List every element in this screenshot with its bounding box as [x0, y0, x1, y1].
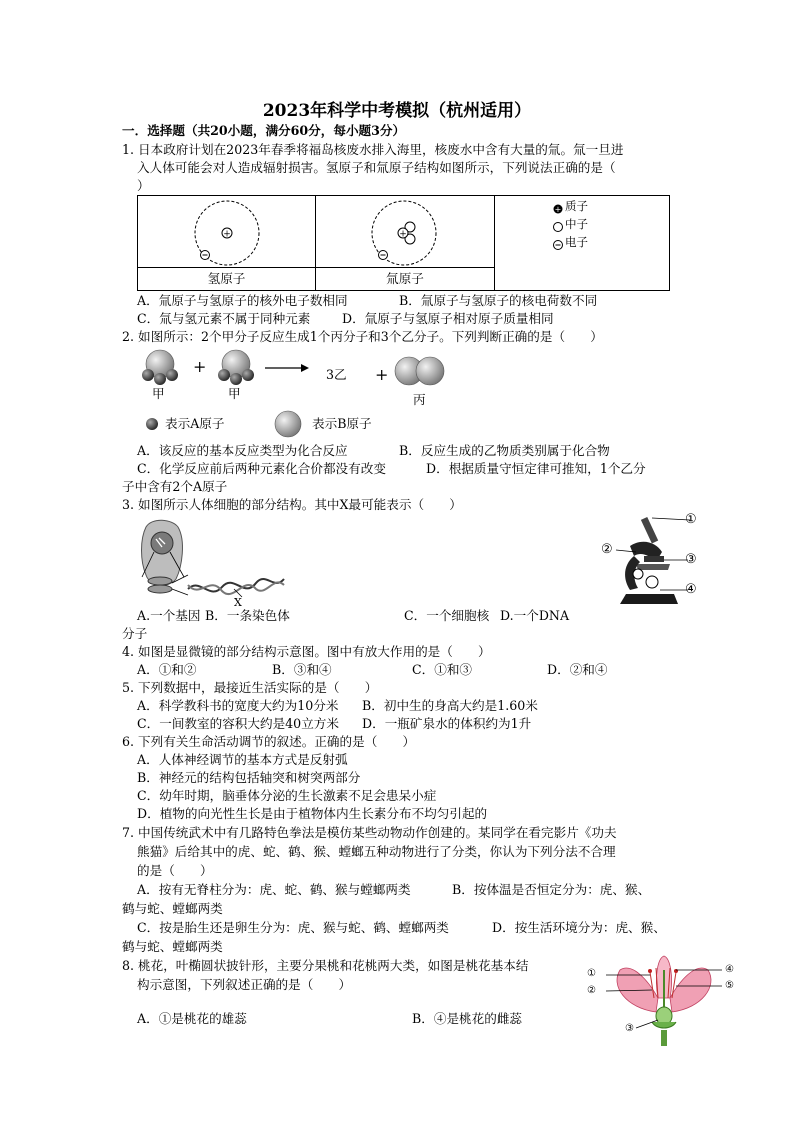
microscope-label-3: ③: [685, 552, 697, 567]
flower-label-2: ②: [587, 985, 596, 996]
q2-reaction-diagram: [138, 346, 458, 406]
q8-stem-line1: 8. 桃花，叶椭圆状披针形，主要分果桃和花桃两大类，如图是桃花基本结: [122, 958, 529, 973]
q3-x-label: X: [234, 596, 242, 609]
q7-option-b-cont: 鹤与蛇、螳螂两类: [122, 901, 223, 916]
tritium-label: 氚原子: [316, 267, 494, 290]
q7-option-a[interactable]: A．按有无脊柱分为：虎、蛇、鹤、猴与螳螂两类: [137, 882, 411, 897]
q6-option-a[interactable]: A．人体神经调节的基本方式是反射弧: [137, 752, 348, 767]
q7-option-d-cont: 鹤与蛇、螳螂两类: [122, 939, 223, 954]
q2-legend-b: 表示B原子: [312, 416, 372, 431]
q1-stem-line2: 入人体可能会对人造成辐射损害。氢原子和氚原子结构如图所示，下列说法正确的是（: [137, 160, 616, 175]
q1-option-c[interactable]: C．氚与氢元素不属于同种元素: [137, 311, 311, 326]
q8-stem-line2: 构示意图，下列叙述正确的是（ ）: [137, 977, 352, 992]
flower-label-3: ③: [625, 1023, 634, 1034]
q6-option-c[interactable]: C．幼年时期，脑垂体分泌的生长激素不足会患呆小症: [137, 788, 437, 803]
q3-option-b[interactable]: B．一条染色体: [205, 608, 290, 623]
q4-stem: 4. 如图是显微镜的部分结构示意图。图中有放大作用的是（ ）: [122, 644, 491, 659]
q2-jia-1: 甲: [152, 386, 165, 401]
page-title: 2023年科学中考模拟（杭州适用）: [262, 101, 532, 121]
q8-option-a[interactable]: A．①是桃花的雄蕊: [137, 1011, 247, 1026]
q2-bing: 丙: [413, 392, 426, 407]
q4-option-b[interactable]: B．③和④: [272, 662, 332, 677]
q3-cell-dna-diagram: [138, 517, 298, 609]
q6-option-d[interactable]: D．植物的向光性生长是由于植物体内生长素分布不均匀引起的: [137, 806, 488, 821]
q7-option-d[interactable]: D．按生活环境分为：虎、猴、: [492, 920, 666, 935]
section-heading: 一．选择题（共20小题，满分60分，每小题3分）: [122, 123, 406, 138]
legend-proton: 质子: [565, 199, 588, 213]
q2-stem: 2. 如图所示：2个甲分子反应生成1个丙分子和3个乙分子。下列判断正确的是（ ）: [122, 329, 603, 344]
q5-stem: 5. 下列数据中，最接近生活实际的是（ ）: [122, 680, 378, 695]
q2-option-d-cont: 子中含有2个A原子: [122, 479, 228, 494]
q7-option-b[interactable]: B．按体温是否恒定分为：虎、猴、: [452, 882, 651, 897]
q6-stem: 6. 下列有关生命活动调节的叙述。正确的是（ ）: [122, 734, 416, 749]
tritium-atom-diagram: [316, 196, 494, 268]
q1-stem-line1: 1. 日本政府计划在2023年春季将福岛核废水排入海里，核废水中含有大量的氚。氚一旦进: [122, 142, 624, 157]
q4-option-d[interactable]: D．②和④: [547, 662, 608, 677]
q5-option-d[interactable]: D．一瓶矿泉水的体积约为1升: [362, 716, 532, 731]
q5-option-c[interactable]: C．一间教室的容积大约是40立方米: [137, 716, 339, 731]
q7-option-c[interactable]: C．按是胎生还是卵生分为：虎、猴与蛇、鹤、螳螂两类: [137, 920, 449, 935]
legend-neutron: 中子: [565, 217, 588, 231]
flower-label-5: ⑤: [725, 980, 734, 991]
q1-stem-line3: ）: [137, 178, 150, 193]
q2-jia-2: 甲: [228, 386, 241, 401]
peach-flower-diagram: [596, 950, 736, 1050]
q8-option-b[interactable]: B．④是桃花的雌蕊: [412, 1011, 523, 1026]
q3-option-a[interactable]: A.一个基因: [137, 608, 201, 623]
svg-text:+: +: [554, 205, 562, 214]
q5-option-a[interactable]: A．科学教科书的宽度大约为10分米: [137, 698, 339, 713]
microscope-label-1: ①: [685, 512, 697, 527]
q1-option-d[interactable]: D．氚原子与氢原子相对原子质量相同: [342, 311, 554, 326]
microscope-label-2: ②: [601, 542, 613, 557]
q2-legend-a: 表示A原子: [165, 416, 225, 431]
q3-option-d[interactable]: D.一个DNA: [500, 608, 570, 623]
svg-text:+: +: [223, 229, 231, 240]
hydrogen-label: 氢原子: [138, 267, 315, 290]
flower-label-1: ①: [587, 968, 596, 979]
q2-product-yi: 3乙: [326, 367, 347, 382]
legend-symbols: [553, 202, 563, 262]
q2-plus-2: +: [375, 365, 389, 384]
legend-electron: 电子: [565, 235, 588, 249]
svg-text:+: +: [399, 229, 407, 240]
q7-stem-line1: 7. 中国传统武术中有几路特色拳法是模仿某些动物动作创建的。某同学在看完影片《功夫: [122, 825, 617, 840]
q7-stem-line3: 的是（ ）: [137, 863, 213, 878]
hydrogen-atom-diagram: [138, 196, 315, 268]
q1-atom-table: [137, 195, 670, 291]
q7-stem-line2: 熊猫》后给其中的虎、蛇、鹤、猴、螳螂五种动物进行了分类，你认为下列分法不合理: [137, 844, 616, 859]
q4-option-a[interactable]: A．①和②: [137, 662, 197, 677]
q2-plus-1: +: [193, 357, 207, 376]
q3-stem: 3. 如图所示人体细胞的部分结构。其中X最可能表示（ ）: [122, 497, 462, 512]
q6-option-b[interactable]: B．神经元的结构包括轴突和树突两部分: [137, 770, 361, 785]
q2-option-b[interactable]: B．反应生成的乙物质类别属于化合物: [399, 443, 610, 458]
q1-option-b[interactable]: B．氚原子与氢原子的核电荷数不同: [399, 293, 598, 308]
q4-option-c[interactable]: C．①和③: [412, 662, 473, 677]
q3-option-c[interactable]: C．一个细胞核: [404, 608, 490, 623]
q5-option-b[interactable]: B．初中生的身高大约是1.60米: [362, 698, 538, 713]
q1-option-a[interactable]: A．氚原子与氢原子的核外电子数相同: [137, 293, 348, 308]
q2-option-d[interactable]: D．根据质量守恒定律可推知，1个乙分: [426, 461, 646, 476]
q2-option-c[interactable]: C．化学反应前后两种元素化合价都没有改变: [137, 461, 386, 476]
flower-label-4: ④: [725, 964, 734, 975]
microscope-label-4: ④: [685, 582, 697, 597]
q3-option-d-cont: 分子: [122, 626, 148, 641]
q2-option-a[interactable]: A．该反应的基本反应类型为化合反应: [137, 443, 348, 458]
